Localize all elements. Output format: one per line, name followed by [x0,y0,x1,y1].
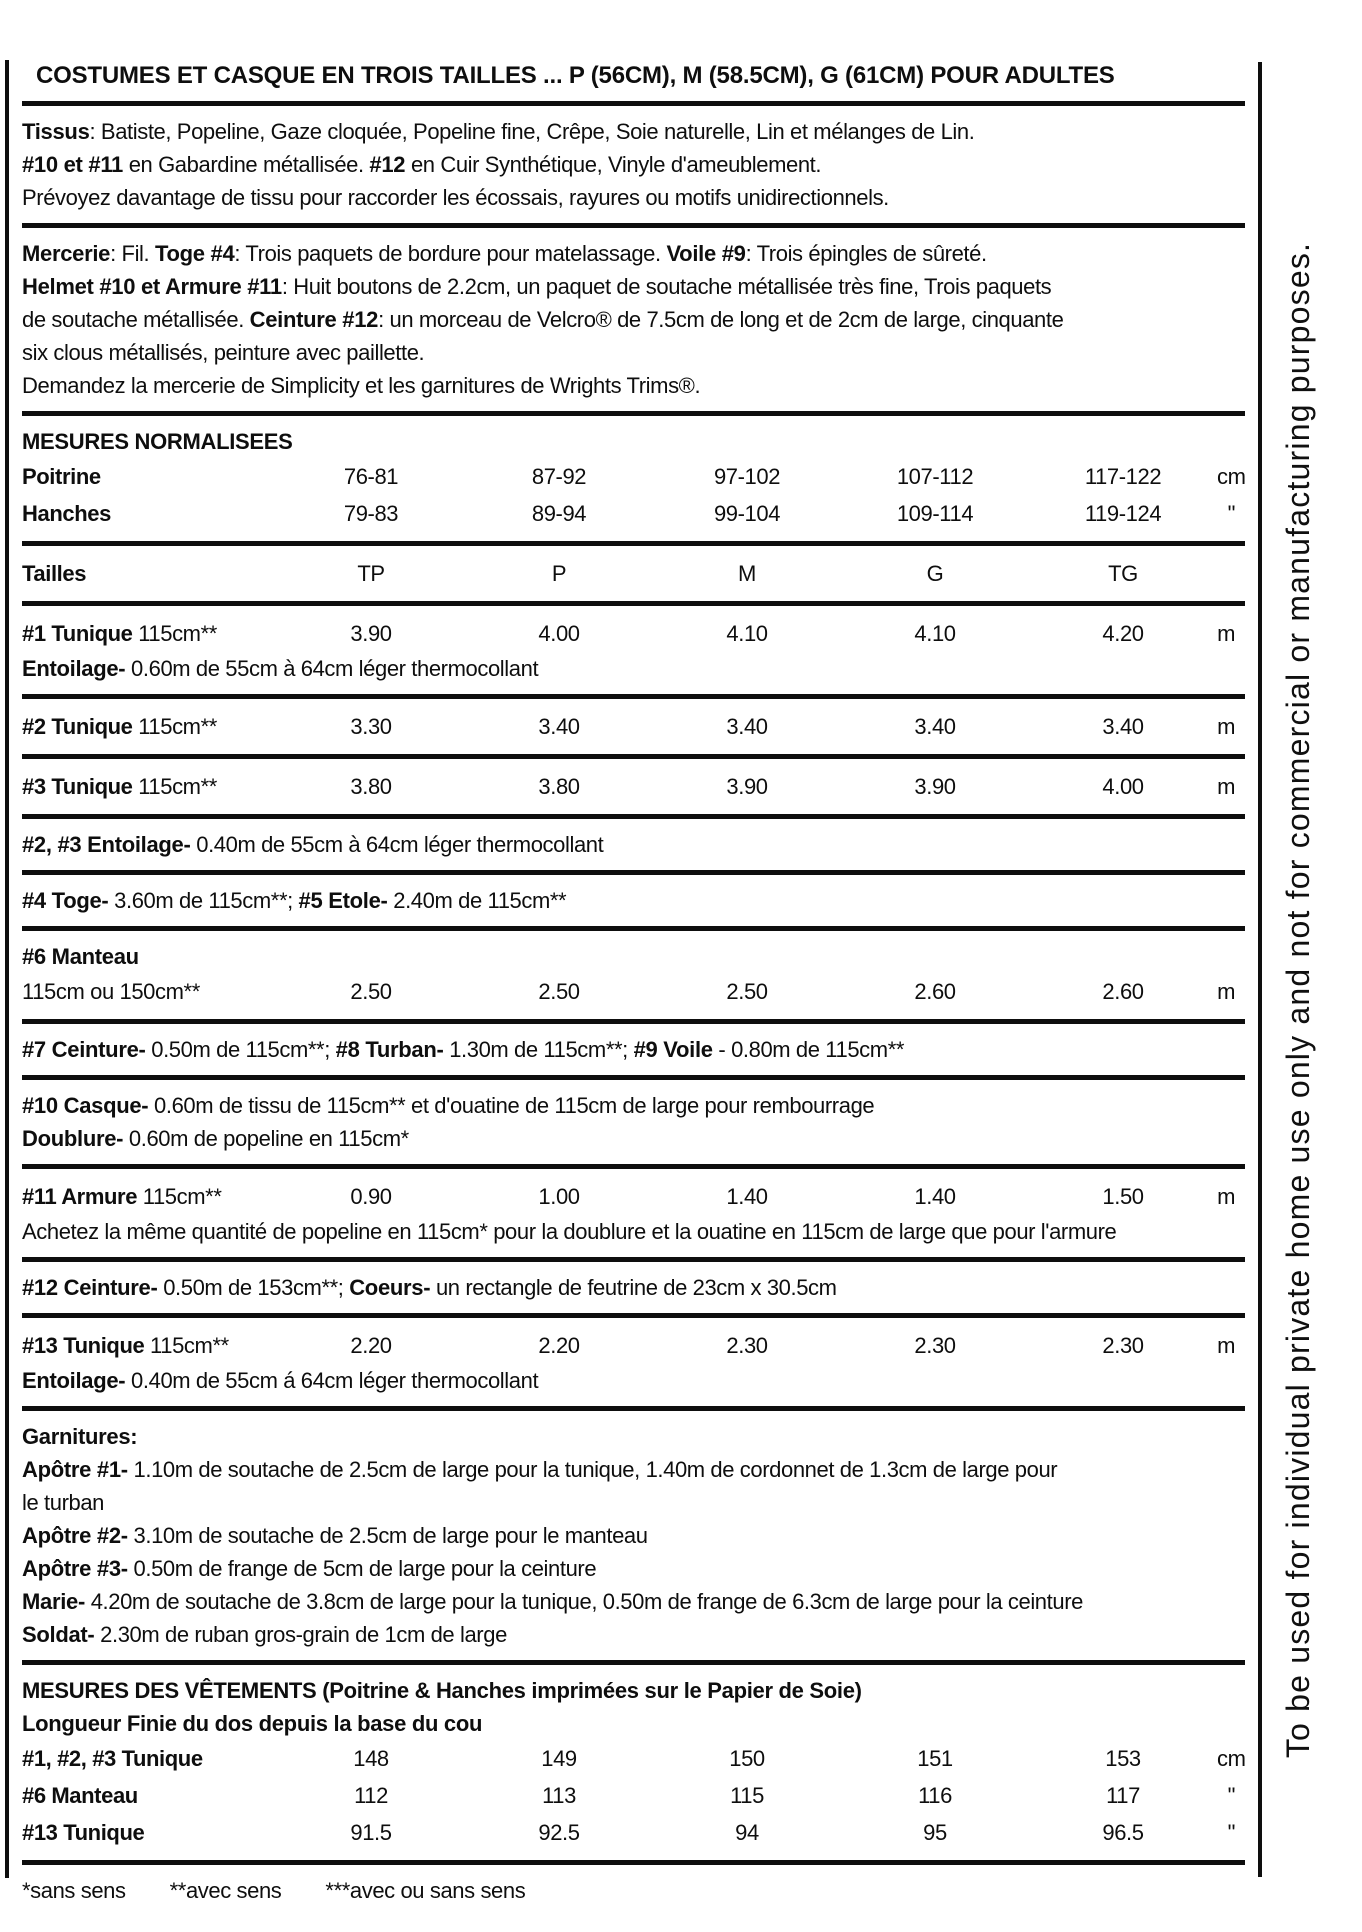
unit-label: m [1217,1332,1235,1358]
size-value: 1.40 [914,1183,956,1209]
text: 0.50m de 115cm**; [145,1037,336,1062]
text-line [22,1618,1245,1651]
unit-label: m [1217,978,1235,1004]
size-value: 92.5 [538,1819,580,1845]
size-value: 96.5 [1102,1819,1144,1845]
text: 115cm** [137,1183,222,1209]
unit-label: " [1227,1782,1235,1808]
row-tailles [22,555,1245,592]
trims [22,1420,1245,1651]
sidebar-divider-line [1258,62,1262,1877]
armure-note [22,1215,1245,1248]
size-value: 0.90 [350,1183,392,1209]
bold-text: #3 Tunique [22,773,133,799]
bold-text: Voile #9 [666,241,746,266]
text: ***avec ou sans sens [325,1878,526,1903]
row-poitrine [22,458,1245,495]
garment-measurements-heading [22,1674,1245,1740]
text: 0.60m de tissu de 115cm** et d'ouatine de 115cm de large pour rembourrage [148,1093,875,1118]
size-value: 119-124 [1084,500,1162,526]
text-line [22,940,1245,973]
row-label [22,561,277,587]
size-column-label: G [926,560,944,586]
size-value: 149 [541,1745,577,1771]
text-line [22,1707,1245,1740]
bold-text: #12 [369,152,406,177]
row-tunique-2 [22,708,1245,745]
row-garment-tunique-13 [22,1814,1245,1851]
text: : Trois épingles de sûreté. [745,241,987,266]
section-divider [22,870,1245,875]
text: **avec sens [169,1878,282,1903]
row-label [22,621,277,647]
bold-text: #1, #2, #3 Tunique [22,1745,203,1771]
text: 4.20m de soutache de 3.8cm de large pour la tunique, 0.50m de frange de 6.3cm de large pour la ceinture [85,1589,1083,1614]
section-divider [22,541,1245,546]
size-value: 3.80 [350,773,392,799]
text-line [22,303,1245,336]
row-label [22,1783,277,1809]
text-line [22,884,1245,917]
bold-text: Longueur Finie du dos depuis la base du cou [22,1711,483,1736]
row-tunique-1 [22,615,1245,652]
text: 115cm** [132,773,217,799]
size-value: 91.5 [350,1819,392,1845]
text-line [22,369,1245,402]
section-divider [22,411,1245,416]
size-value: 113 [542,1782,576,1808]
bold-text: #8 Turban- [335,1037,444,1062]
bold-text: Mercerie [22,241,111,266]
size-value: 153 [1105,1745,1141,1771]
size-value: 3.80 [538,773,580,799]
size-value: 4.10 [726,620,768,646]
text: 0.50m de frange de 5cm de large pour la ceinture [127,1556,597,1581]
bold-text: #7 Ceinture- [22,1037,146,1062]
text-line [22,270,1245,303]
bold-text: #6 Manteau [22,944,139,969]
size-column-label: TG [1108,560,1138,586]
unit-label: m [1217,620,1235,646]
section-divider [22,754,1245,759]
text-line [22,1486,1245,1519]
text: 3.10m de soutache de 2.5cm de large pour le manteau [127,1523,648,1548]
size-value: 107-112 [896,463,974,489]
size-value: 3.40 [538,713,580,739]
bold-text: #13 Tunique [22,1819,145,1845]
size-value: 4.00 [538,620,580,646]
unit-label: cm [1217,463,1246,489]
bold-text: #10 Casque- [22,1093,149,1118]
text: 0.50m de 153cm**; [157,1275,350,1300]
text: 2.30m de ruban gros-grain de 1cm de large [94,1622,507,1647]
bold-text: #9 Voile [633,1037,713,1062]
text-line [22,652,1245,685]
size-value: 3.30 [350,713,392,739]
row-tunique-3 [22,768,1245,805]
section-divider [22,1860,1245,1865]
size-value: 1.50 [1102,1183,1144,1209]
text-line [22,1420,1245,1453]
row-tunique-13 [22,1327,1245,1364]
size-value: 2.30 [1102,1332,1144,1358]
row-label [22,774,277,800]
text-line [22,828,1245,861]
text: Demandez la mercerie de Simplicity et les garnitures de Wrights Trims®. [22,373,701,398]
bold-text: Apôtre #3- [22,1556,128,1581]
section-divider [22,694,1245,699]
bold-text: #1 Tunique [22,620,133,646]
bold-text: #10 et #11 [22,152,123,177]
section-divider [22,1660,1245,1665]
section-divider [22,1406,1245,1411]
text: 0.60m de 55cm à 64cm léger thermocollant [125,656,539,681]
size-value: 2.50 [350,978,392,1004]
bold-text: Garnitures: [22,1424,138,1449]
bold-text: Ceinture #12 [249,307,379,332]
unit-label: m [1217,713,1235,739]
text-line [22,1215,1245,1248]
text: : Batiste, Popeline, Gaze cloquée, Popeline fine, Crêpe, Soie naturelle, Lin et mélanges de Lin. [89,119,975,144]
size-value: 115 [730,1782,764,1808]
row-label [22,714,277,740]
size-column-label: TP [357,560,385,586]
row-label [22,1746,277,1772]
size-value: 3.40 [914,713,956,739]
size-value: 1.00 [538,1183,580,1209]
text: 2.40m de 115cm** [387,888,567,913]
size-value: 87-92 [531,463,587,489]
text-line [22,1364,1245,1397]
bold-text: Tailles [22,560,87,586]
section-divider [22,1019,1245,1024]
size-value: 3.40 [726,713,768,739]
bold-text: #6 Manteau [22,1782,138,1808]
interfacing-13 [22,1364,1245,1397]
bold-text: MESURES NORMALISEES [22,429,293,454]
text: 0.40m de 55cm à 64cm léger thermocollant [190,832,604,857]
size-value: 117-122 [1084,463,1162,489]
size-value: 4.10 [914,620,956,646]
bold-text: Coeurs- [349,1275,431,1300]
size-value: 89-94 [531,500,587,526]
text-line [22,1552,1245,1585]
text-line [22,1122,1245,1155]
size-value: 79-83 [343,500,399,526]
text: 0.60m de popeline en 115cm* [123,1126,409,1151]
text: 115cm** [144,1332,229,1358]
text-line [22,1674,1245,1707]
size-column-label: P [551,560,567,586]
bold-text: Entoilage- [22,656,126,681]
manteau-heading [22,940,1245,973]
row-label [22,1820,277,1846]
size-value: 3.40 [1102,713,1144,739]
home-use-notice: To be used for individual private home use only and not for commercial or manufacturing purposes. [1280,241,1316,1759]
text: le turban [22,1490,105,1515]
text-line [22,1874,1245,1907]
interfacing-2-3 [22,828,1245,861]
section-divider [22,814,1245,819]
toge-etole [22,884,1245,917]
row-manteau [22,973,1245,1010]
bold-text: Marie- [22,1589,85,1614]
text-line [22,181,1245,214]
text: 115cm** [132,713,217,739]
text: 115cm** [132,620,217,646]
row-label [22,501,277,527]
text: : Fil. [110,241,155,266]
interfacing-1 [22,652,1245,685]
left-border-bar [5,60,9,1878]
size-value: 94 [735,1819,759,1845]
bold-text: #13 Tunique [22,1332,145,1358]
bold-text: #5 Etole- [298,888,388,913]
size-value: 2.20 [350,1332,392,1358]
row-garment-tunique-123 [22,1740,1245,1777]
bold-text: Hanches [22,500,111,526]
bold-text: Helmet #10 et Armure #11 [22,274,282,299]
size-value: 151 [917,1745,953,1771]
text-line [22,1585,1245,1618]
ceinture-12 [22,1271,1245,1304]
bold-text: Soldat- [22,1622,95,1647]
section-divider [22,601,1245,606]
text: : Trois paquets de bordure pour matelassage. [234,241,667,266]
text-line [22,115,1245,148]
unit-label: " [1227,1819,1235,1845]
sheet-content [22,60,1245,1907]
text: - 0.80m de 115cm** [712,1037,905,1062]
row-armure [22,1178,1245,1215]
text: : un morceau de Velcro® de 7.5cm de long et de 2cm de large, cinquante [378,307,1064,332]
bold-text: #4 Toge- [22,888,109,913]
ceinture-turban-voile [22,1033,1245,1066]
text: Achetez la même quantité de popeline en 115cm* pour la doublure et la ouatine en 115cm de large que pour l'armure [22,1219,1117,1244]
size-value: 2.50 [538,978,580,1004]
row-hanches [22,495,1245,532]
text: 115cm ou 150cm** [22,978,200,1004]
legend [22,1874,1245,1907]
section-divider [22,1257,1245,1262]
bold-text: MESURES DES VÊTEMENTS (Poitrine & Hanches imprimées sur le Papier de Soie) [22,1678,862,1703]
bold-text: Apôtre #1- [22,1457,128,1482]
text: 1.10m de soutache de 2.5cm de large pour la tunique, 1.40m de cordonnet de 1.3cm de large pour [127,1457,1058,1482]
section-divider [22,926,1245,931]
size-value: 3.90 [914,773,956,799]
section-divider [22,1164,1245,1169]
section-divider [22,223,1245,228]
bold-text: #2, #3 Entoilage- [22,832,191,857]
size-value: 3.90 [350,620,392,646]
size-value: 99-104 [713,500,781,526]
size-value: 4.00 [1102,773,1144,799]
text-line [22,237,1245,270]
page-title: COSTUMES ET CASQUE EN TROIS TAILLES ... P (56CM), M (58.5CM), G (61CM) POUR ADULTES [36,62,1115,89]
bold-text: #11 Armure [22,1183,138,1209]
text: 3.60m de 115cm**; [108,888,299,913]
section-divider [22,101,1245,106]
size-value: 95 [923,1819,947,1845]
text-line [22,1033,1245,1066]
row-label [22,979,277,1005]
bold-text: Apôtre #2- [22,1523,128,1548]
text-line [22,1089,1245,1122]
text: six clous métallisés, peinture avec paillette. [22,340,425,365]
text-line [22,1453,1245,1486]
text-line [22,1271,1245,1304]
text: en Gabardine métallisée. [123,152,370,177]
text: Prévoyez davantage de tissu pour raccorder les écossais, rayures ou motifs unidirectionnels. [22,185,889,210]
size-value: 2.60 [914,978,956,1004]
bold-text: Toge #4 [154,241,235,266]
bold-text: #12 Ceinture- [22,1275,158,1300]
text: en Cuir Synthétique, Vinyle d'ameublement. [405,152,822,177]
bold-text: Entoilage- [22,1368,126,1393]
bold-text: Doublure- [22,1126,124,1151]
row-label [22,1333,277,1359]
unit-label: cm [1217,1745,1246,1771]
size-value: 2.60 [1102,978,1144,1004]
unit-label: m [1217,1183,1235,1209]
text: de soutache métallisée. [22,307,250,332]
text: : Huit boutons de 2.2cm, un paquet de soutache métallisée très fine, Trois paquets [281,274,1052,299]
row-garment-manteau [22,1777,1245,1814]
bold-text: Tissus [22,119,90,144]
size-value: 117 [1106,1782,1140,1808]
size-value: 148 [353,1745,389,1771]
casque [22,1089,1245,1155]
row-label [22,464,277,490]
bold-text: Poitrine [22,463,101,489]
size-value: 112 [354,1782,388,1808]
size-value: 4.20 [1102,620,1144,646]
text-line [22,148,1245,181]
standard-measurements-heading [22,425,1245,458]
text: 0.40m de 55cm á 64cm léger thermocollant [125,1368,539,1393]
size-column-label: M [738,560,756,586]
text: un rectangle de feutrine de 23cm x 30.5cm [430,1275,837,1300]
row-label [22,1184,277,1210]
section-divider [22,1075,1245,1080]
bold-text: #2 Tunique [22,713,133,739]
size-value: 97-102 [713,463,781,489]
size-value: 109-114 [896,500,974,526]
size-value: 2.30 [726,1332,768,1358]
text-line [22,1519,1245,1552]
section-divider [22,1313,1245,1318]
text-line [22,425,1245,458]
text: 1.30m de 115cm**; [443,1037,634,1062]
size-value: 76-81 [343,463,399,489]
size-value: 2.30 [914,1332,956,1358]
size-value: 1.40 [726,1183,768,1209]
text-line [22,336,1245,369]
size-value: 2.50 [726,978,768,1004]
size-value: 3.90 [726,773,768,799]
unit-label: m [1217,773,1235,799]
size-value: 150 [729,1745,765,1771]
fabrics [22,115,1245,214]
unit-label: " [1227,500,1235,526]
text: *sans sens [22,1878,126,1903]
size-value: 2.20 [538,1332,580,1358]
size-value: 116 [918,1782,952,1808]
notions [22,237,1245,402]
